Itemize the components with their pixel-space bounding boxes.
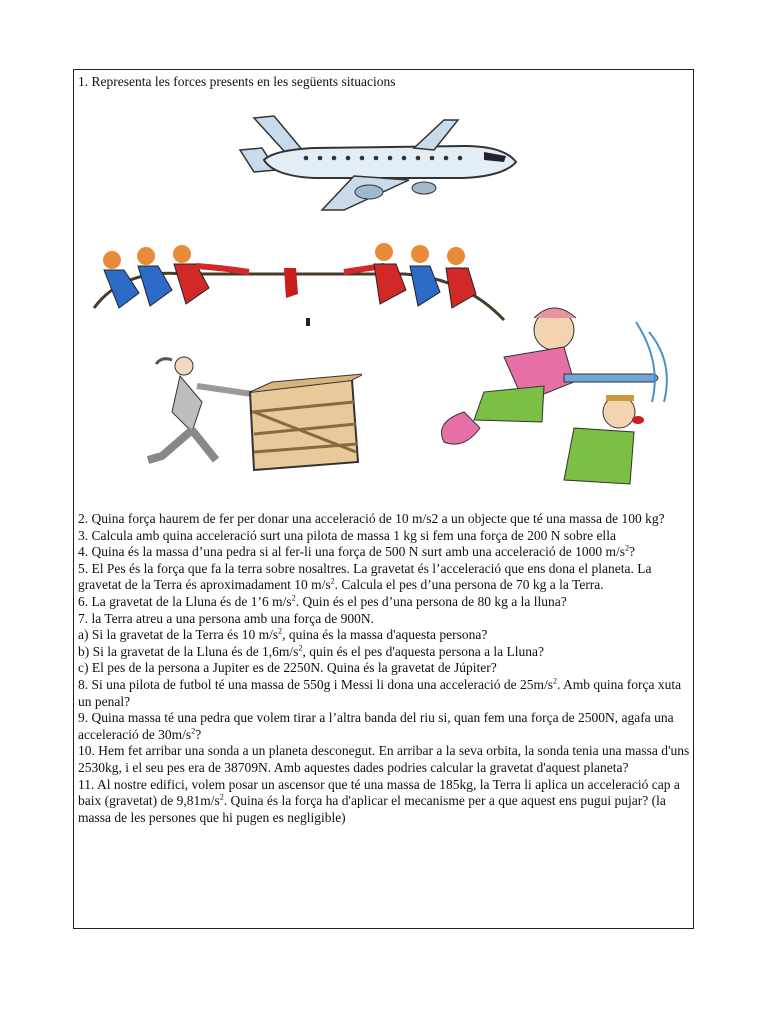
question-item: a) Si la gravetat de la Terra és 10 $m/s^2$, quina és la massa d'aquesta persona? <box>78 626 488 643</box>
airplane-illustration <box>234 110 524 215</box>
question-item: 6. La gravetat de la Lluna és de 1’6 $m/s^2$. Quin és el pes d’una persona de 80 kg a la lluna? <box>78 593 567 609</box>
question-item: 2. Quina força haurem de fer per donar una acceleració de 10 m/s2 a un objecte que té una massa de 100 kg? <box>78 511 665 526</box>
question-item: 10. Hem fet arribar una sonda a un planeta desconegut. En arribar a la seva orbita, la sonda tenia una massa d'uns 2530kg, i el seu pes era de 38709N. Amb aquestes dades podries calcular la gravetat d'aquest planeta? <box>78 743 690 775</box>
question-item: 5. El Pes és la força que fa la terra sobre nosaltres. La gravetat és l’acceleració que ens dona el planeta. La gravetat de la Terra és aproximadament 10 $m/s^2$. Calcula el pes d’una persona de 70 kg a la Terra. <box>78 560 652 593</box>
question-item: 9. Quina massa té una pedra que volem tirar a l’altra banda del riu si, quan fem una força de 2500N, agafa una acceleració de $30m/s^2$? <box>78 710 674 742</box>
question-item: 4. Quina és la massa d’una pedra si al fer-li una força de 500 N surt amb una acceleració de 1000 $m/s^2$? <box>78 543 636 560</box>
question-item: 11. Al nostre edifici, volem posar un ascensor que té una massa de 185kg, la Terra li aplica un acceleració cap a baix (gravetat) de $9,81m/s^2$. Quina és la força ha d'aplicar el mecanisme per a que aquest ens pugui pujar? (la massa de les persones que hi pugen es negligible) <box>78 776 680 825</box>
question-item: c) El pes de la persona a Jupiter es de 2250N. Quina és la gravetat de Júpiter? <box>78 660 497 676</box>
question-item: b) Si la gravetat de la Lluna és de $1,6m/s^2$, quin és el pes d'aquesta persona a la Lluna? <box>78 643 545 659</box>
question-1: 1. Representa les forces presents en les següents situacions <box>78 74 396 89</box>
question-item: 3. Calcula amb quina acceleració surt una pilota de massa 1 kg si fem una força de 200 N sobre ella <box>78 527 616 543</box>
question-item: 8. Si una pilota de futbol té una massa de 550g i Messi li dona una acceleració de $25m/s^2$. Amb quina força xuta un penal? <box>78 676 682 709</box>
questions-list <box>78 511 690 826</box>
rolling-pin-cartoon <box>424 302 684 492</box>
pushing-box-illustration <box>142 352 362 482</box>
question-item: 7. la Terra atreu a una persona amb una força de 900N. <box>78 610 375 626</box>
worksheet-frame <box>73 69 694 929</box>
